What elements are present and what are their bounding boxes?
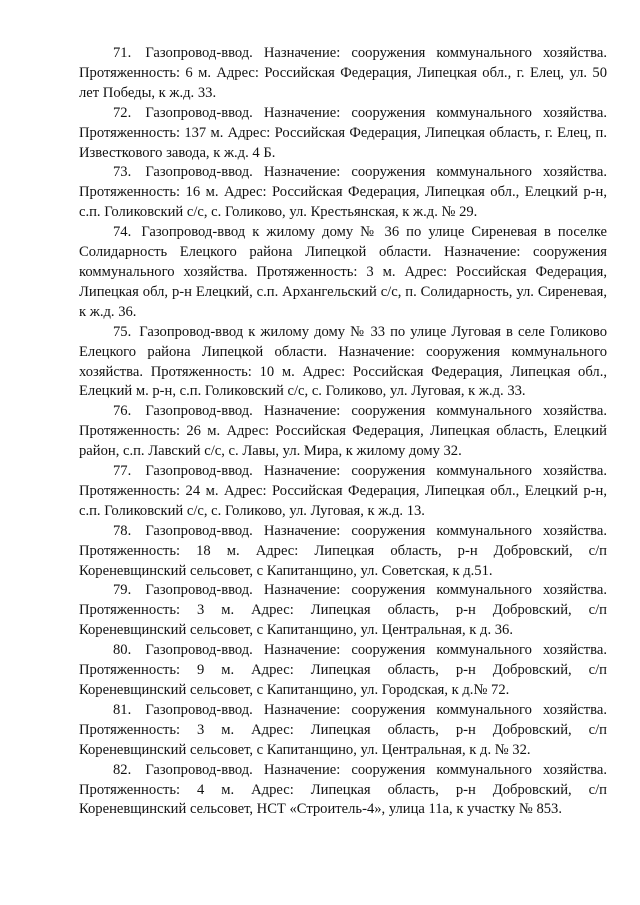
item-number: 79. <box>113 582 132 599</box>
item-text: Газопровод-ввод. Назначение: сооружения коммунального хозяйства. Протяженность: 137 м. Адрес: Российская Федерация, Липецкая область, г. Елец, п. Известкового завода, к ж.д. 4 Б. <box>79 104 607 161</box>
item-text: Газопровод-ввод к жилому дому № 36 по улице Сиреневая в поселке Солидарность Елецкого района Липецкой области. Назначение: сооружения коммунального хозяйства. Протяженность: 3 м. Адрес: Российская Федерация, Липецкая обл, р-н Елецкий, с.п. Архангельский с/с, п. Солидарность, ул. Сиреневая, к ж.д. 36. <box>79 224 608 320</box>
item-number: 82. <box>113 761 132 778</box>
list-item-81 <box>79 701 607 761</box>
list-item-77 <box>79 462 607 522</box>
item-number: 73. <box>113 164 132 181</box>
item-text: Газопровод-ввод. Назначение: сооружения коммунального хозяйства. Протяженность: 18 м. Адрес: Липецкая область, р-н Добровский, с/п Кореневщинский сельсовет, с Капитанщино, ул. Советская, к д.51. <box>79 522 607 579</box>
list-item-75 <box>79 323 607 403</box>
list-item-73 <box>79 163 607 223</box>
list-item-82 <box>79 761 607 821</box>
item-number: 74. <box>113 224 132 241</box>
item-text: Газопровод-ввод. Назначение: сооружения коммунального хозяйства. Протяженность: 24 м. Адрес: Российская Федерация, Липецкая обл., Елецкий р-н, с.п. Голиковский с/с, с. Голиково, ул. Луговая, к ж.д. 13. <box>79 463 607 519</box>
item-number: 78. <box>113 522 132 539</box>
item-text: Газопровод-ввод. Назначение: сооружения коммунального хозяйства. Протяженность: 26 м. Адрес: Российская Федерация, Липецкая область, Елецкий район, с.п. Лавский с/с, с. Лавы, ул. Мира, к жилому дому 32. <box>79 403 607 460</box>
item-text: Газопровод-ввод. Назначение: сооружения коммунального хозяйства. Протяженность: 9 м. Адрес: Липецкая область, р-н Добровский, с/п Кореневщинский сельсовет, с Капитанщино, ул. Городская, к д.№ 72. <box>79 642 607 698</box>
list-item-80 <box>79 641 607 701</box>
item-text: Газопровод-ввод. Назначение: сооружения коммунального хозяйства. Протяженность: 3 м. Адрес: Липецкая область, р-н Добровский, с/п Кореневщинский сельсовет, с Капитанщино, ул. Центральная, к д. № 32. <box>79 701 607 758</box>
list-item-72 <box>79 104 607 164</box>
item-text: Газопровод-ввод. Назначение: сооружения коммунального хозяйства. Протяженность: 16 м. Адрес: Российская Федерация, Липецкая обл., Елецкий р-н, с.п. Голиковский с/с, с. Голиково, ул. Крестьянская, к ж.д. № 29. <box>79 164 607 221</box>
item-number: 77. <box>113 463 132 480</box>
list-item-71 <box>79 44 607 104</box>
list-item-78 <box>79 522 607 582</box>
item-text: Газопровод-ввод. Назначение: сооружения коммунального хозяйства. Протяженность: 4 м. Адрес: Липецкая область, р-н Добровский, с/п Кореневщинский сельсовет, НСТ «Строитель-4», улица 11а, к участку № 853. <box>79 761 607 818</box>
document-page <box>79 44 607 820</box>
list-item-74 <box>79 223 607 323</box>
item-number: 72. <box>113 104 132 121</box>
item-text: Газопровод-ввод. Назначение: сооружения коммунального хозяйства. Протяженность: 6 м. Адрес: Российская Федерация, Липецкая обл., г. Елец, ул. 50 лет Победы, к ж.д. 33. <box>79 45 607 101</box>
item-text: Газопровод-ввод. Назначение: сооружения коммунального хозяйства. Протяженность: 3 м. Адрес: Липецкая область, р-н Добровский, с/п Кореневщинский сельсовет, с Капитанщино, ул. Центральная, к д. 36. <box>79 582 607 639</box>
item-text: Газопровод-ввод к жилому дому № 33 по улице Луговая в селе Голиково Елецкого района Липецкой области. Назначение: сооружения коммунального хозяйства. Протяженность: 10 м. Адрес: Российская Федерация, Липецкая обл., Елецкий м. р-н, с.п. Голиковский с/с, с. Голиково, ул. Луговая, к ж.д. 33. <box>79 323 607 400</box>
item-number: 75. <box>113 323 132 340</box>
item-number: 76. <box>113 403 132 420</box>
list-item-79 <box>79 581 607 641</box>
item-number: 81. <box>113 701 132 718</box>
item-number: 80. <box>113 642 132 659</box>
item-number: 71. <box>113 45 132 61</box>
list-item-76 <box>79 402 607 462</box>
